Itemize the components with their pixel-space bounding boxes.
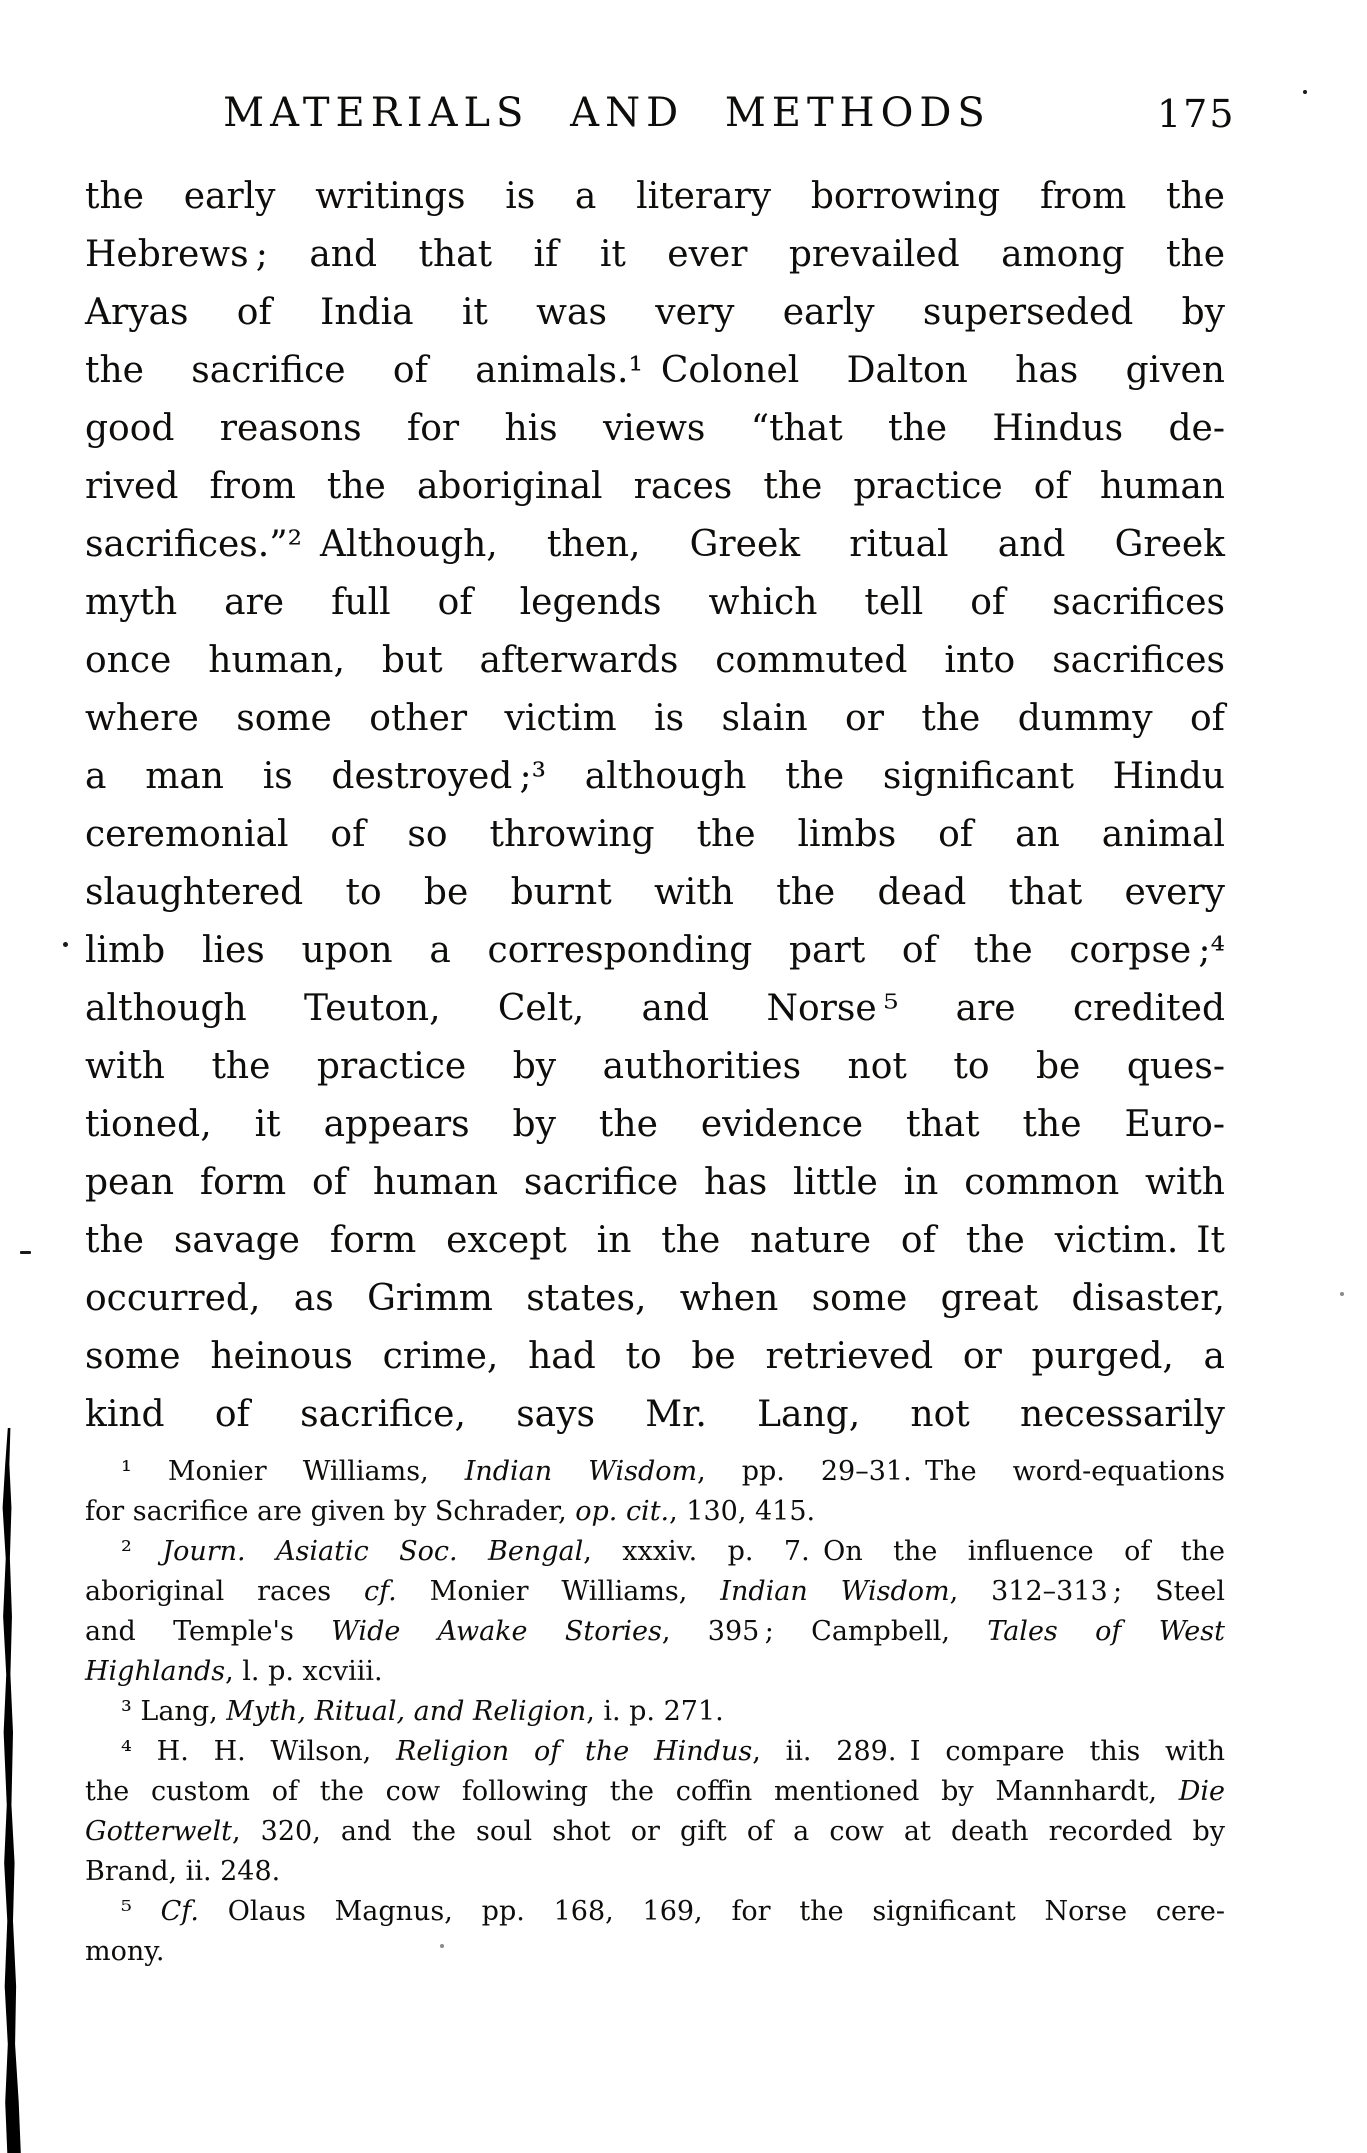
footnote-text: , 130, 415.: [669, 1496, 816, 1527]
footnote-text: ¹ Monier Williams,: [121, 1456, 465, 1487]
footnote-italic-text: Wide Awake Stories: [331, 1616, 662, 1647]
text-line: where some other victim is slain or the dummy of: [85, 698, 1225, 739]
footnote-text: , xxxiv. p. 7. On the influence of the: [583, 1536, 1225, 1567]
scan-speck: [1303, 90, 1307, 94]
running-title: MATERIALS AND METHODS: [223, 90, 991, 136]
text-line: occurred, as Grimm states, when some great disaster,: [85, 1278, 1225, 1319]
text-line: sacrifices.”² Although, then, Greek ritual and Greek: [85, 524, 1225, 565]
footnote-italic-text: Indian Wisdom: [464, 1456, 698, 1487]
page-header: [85, 90, 1236, 154]
footnote-text: ³ Lang,: [121, 1696, 227, 1727]
scan-speck: [1340, 1292, 1344, 1296]
footnote-4-line: [85, 1732, 1225, 1772]
footnote-text: , pp. 29–31. The word-equations: [697, 1456, 1225, 1487]
text-line: myth are full of legends which tell of sacrifices: [85, 582, 1225, 623]
footnote-4-line: [85, 1772, 1225, 1812]
footnote-italic-text: Religion of the Hindus: [396, 1736, 753, 1767]
footnote-text: , l. p. xcviii.: [225, 1656, 383, 1687]
text-line: some heinous crime, had to be retrieved or purged, a: [85, 1336, 1225, 1377]
footnote-italic-text: Gotterwelt: [85, 1816, 232, 1847]
footnote-text: Olaus Magnus, pp. 168, 169, for the significant Norse cere-: [198, 1896, 1226, 1927]
binding-shadow-artifact: [0, 1428, 26, 2153]
scan-speck: [63, 942, 68, 947]
text-line: slaughtered to be burnt with the dead that every: [85, 872, 1225, 913]
text-line: Hebrews ; and that if it ever prevailed among the: [85, 234, 1225, 275]
footnote-italic-text: Indian Wisdom: [720, 1576, 950, 1607]
footnotes-block: [85, 1452, 1225, 1972]
scan-speck: [20, 1251, 31, 1254]
footnote-text: mony.: [85, 1936, 165, 1967]
footnote-text: Monier Williams,: [396, 1576, 721, 1607]
footnote-italic-text: Tales of West: [987, 1616, 1225, 1647]
footnote-text: , 320, and the soul shot or gift of a cow at death recorded by: [231, 1816, 1225, 1847]
footnote-1-line: [85, 1492, 1225, 1532]
footnote-2-line: [85, 1532, 1225, 1572]
text-line: rived from the aboriginal races the practice of human: [85, 466, 1225, 507]
footnote-text: , 395 ; Campbell,: [661, 1616, 988, 1647]
footnote-text: aboriginal races: [85, 1576, 365, 1607]
text-line: the sacrifice of animals.¹ Colonel Dalton has given: [85, 350, 1225, 391]
text-line: pean form of human sacrifice has little in common with: [85, 1162, 1225, 1203]
footnote-text: , ii. 289. I compare this with: [752, 1736, 1225, 1767]
text-line: a man is destroyed ;³ although the significant Hindu: [85, 756, 1225, 797]
footnote-text: Brand, ii. 248.: [85, 1856, 281, 1887]
text-line: the savage form except in the nature of the victim. It: [85, 1220, 1225, 1261]
text-line: Aryas of India it was very early superseded by: [85, 292, 1225, 333]
text-line: with the practice by authorities not to be ques-: [85, 1046, 1225, 1087]
footnote-1-line: [85, 1452, 1225, 1492]
footnote-text: the custom of the cow following the coffin mentioned by Mannhardt,: [85, 1776, 1179, 1807]
footnote-4-line: [85, 1812, 1225, 1852]
footnote-text: ⁴ H. H. Wilson,: [121, 1736, 397, 1767]
footnote-2-line: [85, 1572, 1225, 1612]
footnote-italic-text: Die: [1178, 1776, 1225, 1807]
text-line: although Teuton, Celt, and Norse ⁵ are credited: [85, 988, 1225, 1029]
footnote-text: and Temple's: [85, 1616, 332, 1647]
text-line: limb lies upon a corresponding part of the corpse ;⁴: [85, 930, 1225, 971]
footnote-italic-text: cf.: [364, 1576, 397, 1607]
footnote-5-line: [85, 1892, 1225, 1932]
footnote-2-line: [85, 1652, 1225, 1692]
text-line: kind of sacrifice, says Mr. Lang, not necessarily: [85, 1394, 1225, 1435]
footnote-text: for sacrifice are given by Schrader,: [85, 1496, 576, 1527]
footnote-text: , 312–313 ; Steel: [949, 1576, 1226, 1607]
body-paragraph: [85, 168, 1225, 1444]
text-line: ceremonial of so throwing the limbs of an animal: [85, 814, 1225, 855]
footnote-italic-text: Journ. Asiatic Soc. Bengal: [162, 1536, 584, 1567]
footnote-5-line: [85, 1932, 1225, 1972]
footnote-text: , i. p. 271.: [586, 1696, 724, 1727]
text-line: good reasons for his views “that the Hindus de-: [85, 408, 1225, 449]
footnote-italic-text: Myth, Ritual, and Religion: [226, 1696, 587, 1727]
footnote-text: ⁵: [121, 1896, 161, 1927]
page-number: 175: [1157, 92, 1236, 136]
text-line: once human, but afterwards commuted into sacrifices: [85, 640, 1225, 681]
footnote-4-line: [85, 1852, 1225, 1892]
footnote-italic-text: Highlands: [85, 1656, 226, 1687]
footnote-italic-text: op. cit.: [575, 1496, 670, 1527]
text-line: the early writings is a literary borrowing from the: [85, 176, 1225, 217]
scan-speck: [440, 1944, 444, 1948]
text-line: tioned, it appears by the evidence that the Euro-: [85, 1104, 1225, 1145]
footnote-2-line: [85, 1612, 1225, 1652]
footnote-italic-text: Cf.: [160, 1896, 199, 1927]
footnote-3-line: [85, 1692, 1225, 1732]
footnote-text: ²: [121, 1536, 163, 1567]
